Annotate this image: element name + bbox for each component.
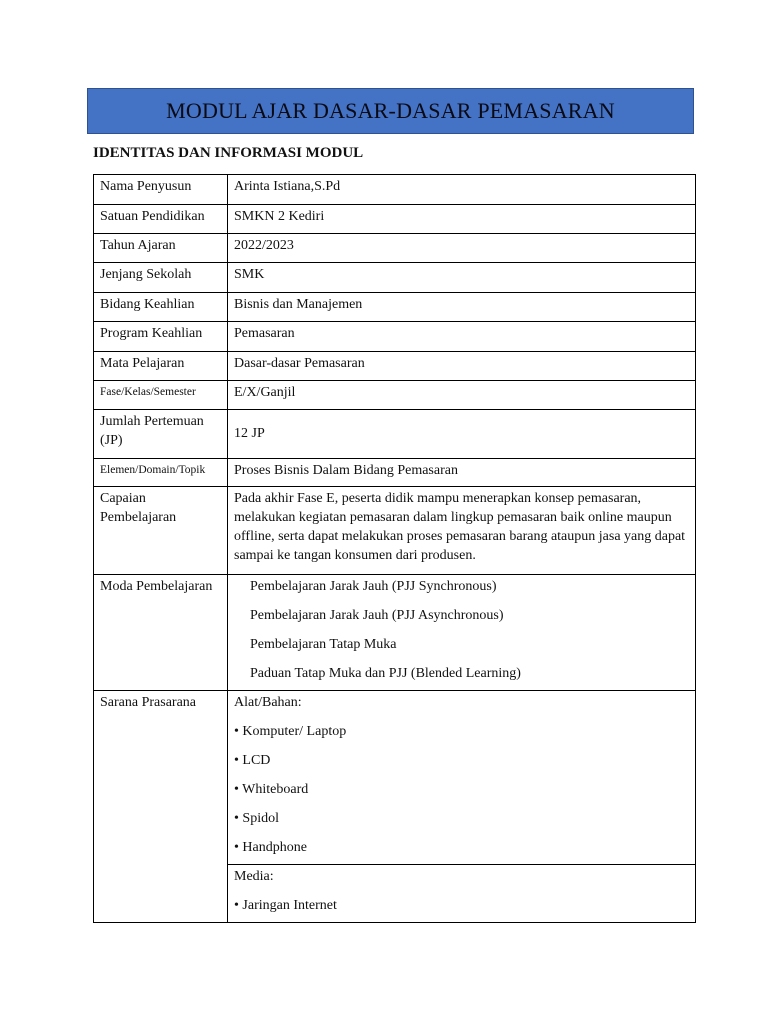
row-value: Arinta Istiana,S.Pd — [228, 175, 696, 205]
row-label: Jumlah Pertemuan (JP) — [94, 410, 228, 459]
row-label: Moda Pembelajaran — [94, 575, 228, 691]
moda-option: Pembelajaran Jarak Jauh (PJJ Asynchronous) — [250, 608, 504, 623]
row-value: 12 JP — [228, 410, 696, 459]
list-item: • LCD — [234, 753, 271, 768]
table-row — [94, 263, 696, 293]
list-item: • Whiteboard — [234, 782, 309, 797]
row-label: Capaian Pembelajaran — [94, 487, 228, 575]
row-value: Proses Bisnis Dalam Bidang Pemasaran — [228, 459, 696, 487]
table-row — [94, 459, 696, 487]
table-row — [94, 691, 696, 865]
section-heading: IDENTITAS DAN INFORMASI MODUL — [93, 145, 364, 161]
row-value: Bisnis dan Manajemen — [228, 293, 696, 322]
media-cell — [228, 865, 696, 923]
list-item: • Spidol — [234, 811, 279, 826]
row-value: 2022/2023 — [228, 234, 696, 263]
table-row — [94, 293, 696, 322]
row-label: Tahun Ajaran — [94, 234, 228, 263]
row-value: E/X/Ganjil — [228, 381, 696, 410]
table-row — [94, 175, 696, 205]
module-title-banner — [87, 88, 694, 134]
table-row — [94, 234, 696, 263]
list-item: • Jaringan Internet — [234, 898, 337, 913]
row-label: Bidang Keahlian — [94, 293, 228, 322]
table-row — [94, 352, 696, 381]
row-label: Sarana Prasarana — [94, 691, 228, 923]
moda-option: Pembelajaran Tatap Muka — [250, 637, 397, 652]
row-value: Pada akhir Fase E, peserta didik mampu menerapkan konsep pemasaran, melakukan kegiatan pemasaran dalam lingkup pemasaran baik online maupun offline, serta dapat melakukan proses pemasaran barang ataupun jasa yang dapat sampai ke tangan konsumen dari produsen. — [228, 487, 696, 575]
alat-bahan-cell — [228, 691, 696, 865]
row-label: Fase/Kelas/Semester — [94, 381, 228, 410]
alat-heading: Alat/Bahan: — [234, 695, 302, 710]
moda-options — [228, 575, 696, 691]
table-row — [94, 322, 696, 352]
table-row — [94, 205, 696, 234]
row-label: Elemen/Domain/Topik — [94, 459, 228, 487]
row-label: Jenjang Sekolah — [94, 263, 228, 293]
row-value: Pemasaran — [228, 322, 696, 352]
media-heading: Media: — [234, 869, 274, 884]
moda-option: Paduan Tatap Muka dan PJJ (Blended Learning) — [250, 666, 521, 681]
row-value: SMKN 2 Kediri — [228, 205, 696, 234]
table-row — [94, 381, 696, 410]
row-label: Mata Pelajaran — [94, 352, 228, 381]
row-label: Satuan Pendidikan — [94, 205, 228, 234]
table-row — [94, 575, 696, 691]
list-item: • Komputer/ Laptop — [234, 724, 347, 739]
row-label: Program Keahlian — [94, 322, 228, 352]
table-row — [94, 410, 696, 459]
module-info-table — [93, 174, 696, 923]
row-value: Dasar-dasar Pemasaran — [228, 352, 696, 381]
module-title: MODUL AJAR DASAR-DASAR PEMASARAN — [166, 98, 615, 123]
table-row — [94, 487, 696, 575]
list-item: • Handphone — [234, 840, 307, 855]
row-value: SMK — [228, 263, 696, 293]
row-label: Nama Penyusun — [94, 175, 228, 205]
moda-option: Pembelajaran Jarak Jauh (PJJ Synchronous) — [250, 579, 497, 594]
